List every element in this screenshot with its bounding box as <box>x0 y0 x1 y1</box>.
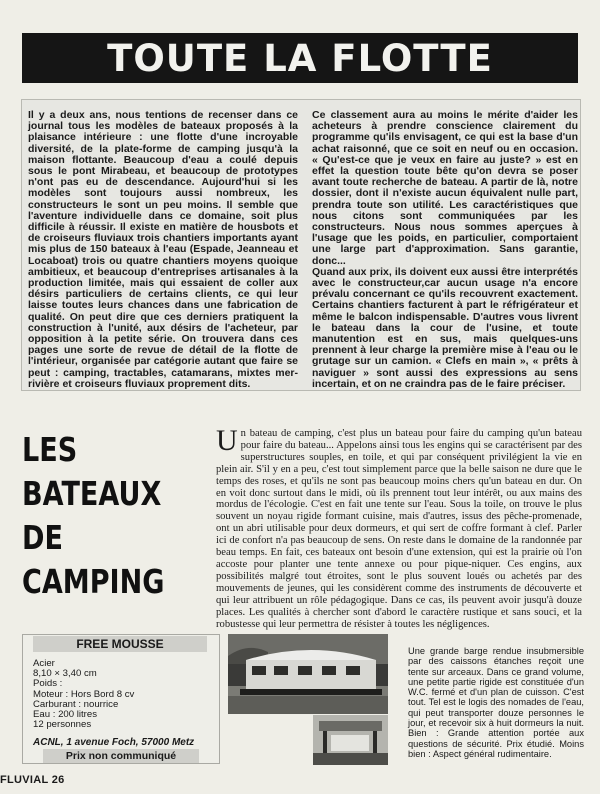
spec-line: Acier <box>33 658 55 669</box>
photo-caption: Une grande barge rendue insubmersible par des caissons étanches reçoit une tente sur arceaux. Dans ce grand volume, une petite partie rigide est constituée d'un W.C. fermé et d'un plan de cuisson. C'est tout. Tel est le logis des nomades de l'eau, qui peut transporter douze personnes le jour, et recevoir six à huit dormeurs la nuit. Bien : Grande attention portée aux questions de sécurité. Prix étudié. Moins bien : Aspect général rudimentaire. <box>408 646 584 759</box>
spec-line: 8,10 × 3,40 cm <box>33 668 97 680</box>
intro-right-column <box>312 110 578 390</box>
intro-left-column <box>28 110 298 390</box>
section-title-line: CAMPING <box>22 562 165 601</box>
manufacturer-address: ACNL, 1 avenue Foch, 57000 Metz <box>33 737 195 748</box>
page-title: TOUTE LA FLOTTE <box>22 33 578 83</box>
spec-line: 12 personnes <box>33 719 92 731</box>
boat-photo <box>228 634 388 714</box>
section-title-line: LES <box>22 430 78 469</box>
section-title <box>22 428 165 604</box>
section-title-line: DE <box>22 518 63 557</box>
section-body-text: n bateau de camping, c'est plus un bateau pour faire du camping qu'un bateau pour faire du bateau... Appelons ainsi tous les engins qui se caractérisent par des superstructures souples, en toile, et qui par conséquent privilégient la vie en plein air. S'il y en a peu, c'est tout simplement parce que la belle saison ne dure que le temps des roses, et qu'ils ne sont pas beaucoup moins chers qu'un bateau en dur. On en voit donc surtout dans le midi, où ils prennent tout leur intérêt, ou aux mains des mordus de l'écologie. C'est en fait une tente sur l'eau. Sous la toile, on trouve le plus souvent un noyau rigide formant cuisine, mais d'autres, issus des pêche-promenade, ont un abri utilisable pour deux dormeurs, et qui sert de coffre formant à clef. Parler ici de confort n'a pas beaucoup de sens. On reste dans le domaine de la randonnée par beau temps. En fait, ces bateaux ont besoin d'une extension, qui est la prairie où l'on accoste pour planter une tente annexe ou pour pique-niquer. Ces engins, aux possibilités malgré tout étroites, sont le plus souvent loués ou achetés par des mouvements de jeunes, qui les considèrent comme des instruments de découverte et qui leur attribuent un rôle pédagogique. Dans ce cas, ils peuvent avoir jusqu'à douze places. Les qualités à chercher sont d'abord le caractère rustique et sans souci, et la robustesse qui leur permettra de résister à toutes les négligences. <box>216 428 582 630</box>
section-body <box>216 424 582 630</box>
price-label: Prix non communiqué <box>43 749 199 763</box>
boat-deck-photo <box>313 715 388 765</box>
spec-line: Carburant : nourrice <box>33 698 119 710</box>
intro-left-paragraph: Il y a deux ans, nous tentions de recenser dans ce journal tous les modèles de bateaux proposés à la plaisance intérieure : une flotte d'une incroyable diversité, de la plate-forme de camping jusqu'à la maison flottante. Beaucoup d'eau a coulé depuis sous le pont Mirabeau, et beaucoup de prototypes n'ont pas eu de descendance. Aujourd'hui si les modèles sont toujours aussi nombreux, les constructeurs le sont un peu moins. Il semble que l'aventure individuelle dans ce domaine, soit plus difficile à réussir. Il existe en matière de housbots et de croiseurs fluviaux trois chantiers importants ayant mis plus de 150 bateaux à l'eau (Espade, Jeanneau et Locaboat) trois ou quatre chantiers moyens quoique ambitieux, et beaucoup d'entreprises artisanales à la production limitée, mais qui essaient de coller aux désirs particuliers de certains clients, ce qui leur laisse toutes leurs chances dans une fabrication de qualité. On peut dire que ces derniers pratiquent la construction à l'unité, aux désirs de l'acheteur, par opposition à la petite série. On trouvera dans ces pages une sorte de revue de détail de la flotte de l'intérieur, organisée par catégorie autant que faire se peut : camping, tractables, catamarans, mixtes mer-rivière et croiseurs fluviaux proprement dits. <box>28 109 298 390</box>
intro-right-paragraph-2: Quand aux prix, ils doivent eux aussi être interprétés avec le constructeur,car aucun usage n'a encore prévalu concernant ce qu'ils recouvrent exactement. Certains chantiers facturent à part le réfrigérateur et même le balcon indispensable. D'autres vous livrent le bateau dans la cour de l'usine, et toute manutention est en sus, mais quelques-uns prennent à leur charge la première mise à l'eau ou le grutage sur un camion. « Clefs en main », « prêts à naviguer » sont aussi des expressions au sens incertain, et on ne craindra pas de le faire préciser. <box>312 265 578 390</box>
spec-line: Poids : <box>33 678 63 690</box>
drop-cap: U <box>216 424 238 457</box>
spec-line: Eau : 200 litres <box>33 709 97 721</box>
intro-right-paragraph-1: Ce classement aura au moins le mérite d'aider les acheteurs à prendre conscience clairement du programme qu'ils envisagent, ce qui est la base d'un achat raisonné, que ce soit en neuf ou en occasion. « Qu'est-ce que je veux en faire au juste? » est en effet la question toute bête qu'on devra se poser avant toute recherche de bateau. A partir de là, notre dossier, dont il n'existe aucun équivalent nulle part, prendra toute son utilité. Les caractéristiques que nous citons sont communiquées par les constructeurs. Nous nous sommes aperçues à l'usage que les poids, en particulier, comportaient une large part d'approximation. Sans garantie, donc... <box>312 109 578 267</box>
section-title-line: BATEAUX <box>22 474 162 513</box>
boat-name: FREE MOUSSE <box>33 636 207 652</box>
spec-line: Moteur : Hors Bord 8 cv <box>33 688 135 700</box>
page-footer: FLUVIAL 26 <box>0 774 65 786</box>
spec-list <box>33 659 213 730</box>
